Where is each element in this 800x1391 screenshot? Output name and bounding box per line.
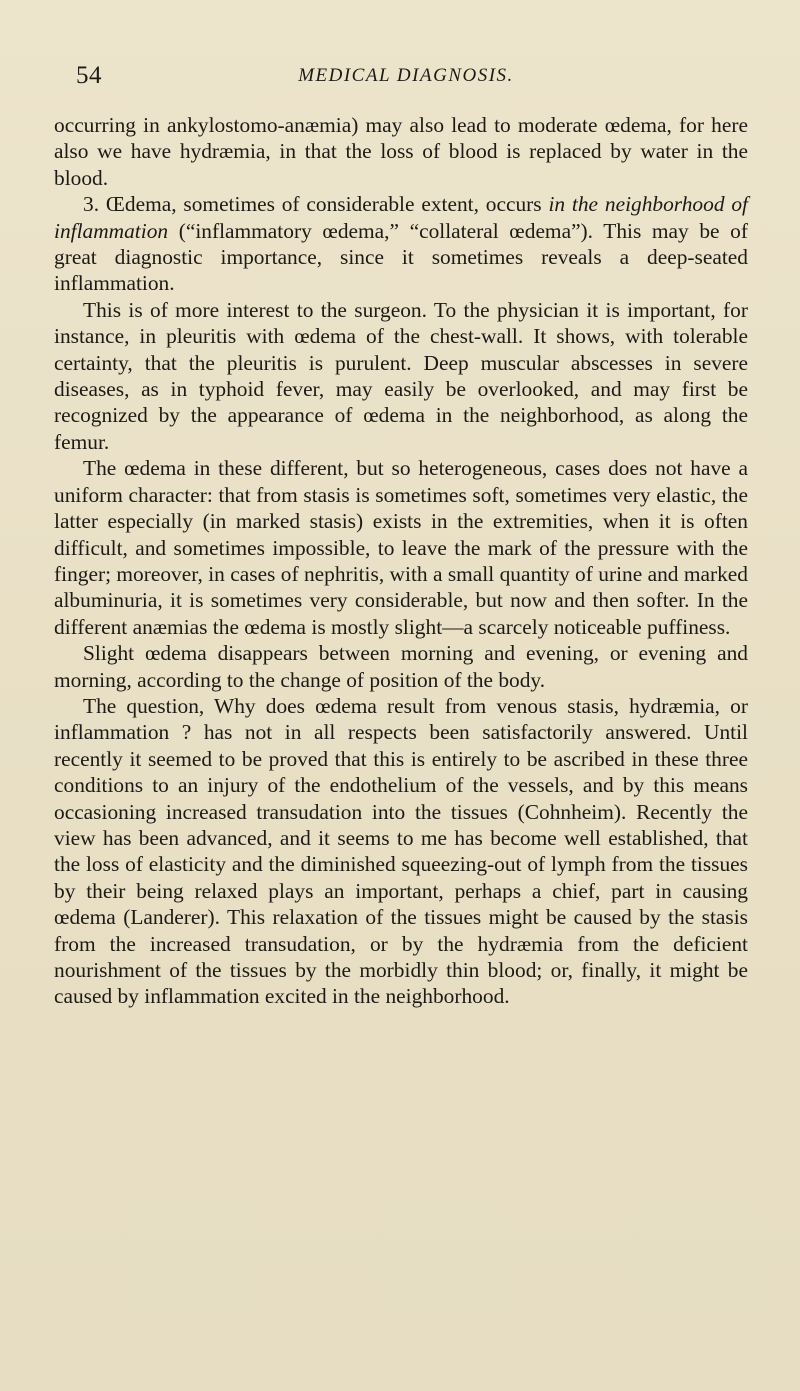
running-title: MEDICAL DIAGNOSIS. (298, 65, 514, 86)
body-text (54, 112, 748, 1010)
paragraph-tail: (“inflammatory œdema,” “collateral œdema”). This may be of great diagnostic importance, since it sometimes reveals a deep-seated inflammation. (54, 218, 748, 296)
page-number: 54 (76, 62, 102, 89)
emphasis-neighborhood-of-inflammation: in the neighborhood of inflammation (54, 192, 748, 243)
page-header (76, 62, 736, 92)
paragraph-question: The question, Why does œdema result from venous stasis, hydræmia, or inflammation ? has not in all respects been satisfactorily answered. Until recently it seemed to be proved that this is entirely to be ascribed in these three conditions to an injury of the endothelium of the vessels, and by this means occasioning increased transudation into the tissues (Cohnheim). Recently the view has been advanced, and it seems to me has become well established, that the loss of elasticity and the diminished squeezing-out of lymph from the tissues by their being relaxed plays an important, perhaps a chief, part in causing œdema (Landerer). This relaxation of the tissues might be caused by the stasis from the increased transudation, or by the hydræmia from the deficient nourishment of the tissues by the morbidly thin blood; or, finally, it might be caused by inflammation excited in the neighborhood. (54, 693, 748, 1009)
paragraph-inflammatory-oedema (54, 191, 748, 297)
paragraph-surgeon-interest: This is of more interest to the surgeon. To the physician it is important, for instance, in pleuritis with œdema of the chest-wall. It shows, with tolerable certainty, that the pleuritis is purulent. Deep muscular abscesses in severe diseases, as in typhoid fever, may easily be overlooked, and may first be recognized by the appearance of œdema in the neighborhood, as along the femur. (54, 297, 748, 454)
paragraph-continued: occurring in ankylostomo-anæmia) may also lead to moderate œdema, for here also we have hydræmia, in that the loss of blood is replaced by water in the blood. (54, 113, 748, 190)
paragraph-slight-oedema: Slight œdema disappears between morning and evening, or evening and morning, according to the change of position of the body. (54, 641, 748, 692)
paragraph-oedema-character: The œdema in these different, but so heterogeneous, cases does not have a uniform character: that from stasis is sometimes soft, sometimes very elastic, the latter especially (in marked stasis) exists in the extremities, when it is often difficult, and sometimes impossible, to leave the mark of the pressure with the finger; moreover, in cases of nephritis, with a small quantity of urine and marked albuminuria, it is sometimes very considerable, but now and then softer. In the different anæmias the œdema is mostly slight—a scarcely noticeable puffiness. (54, 456, 748, 639)
paragraph-lead: 3. Œdema, sometimes of considerable extent, occurs (83, 192, 549, 217)
